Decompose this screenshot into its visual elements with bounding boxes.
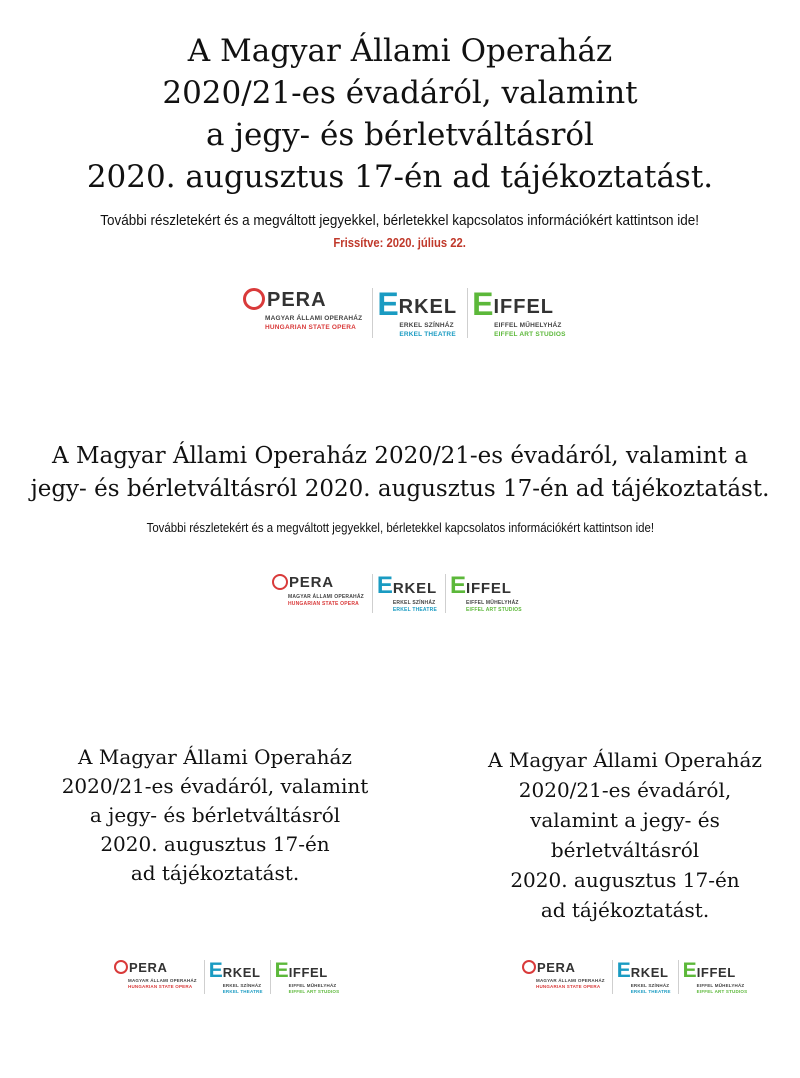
headline-line: jegy- és bérletváltásról 2020. augusztus 17-én ad tájékoztatást.	[30, 476, 770, 502]
announcement-headline	[20, 743, 410, 888]
opera-o-icon	[522, 960, 536, 974]
details-link[interactable]: További részletekért és a megváltott jegyekkel, bérletekkel kapcsolatos információkért kattintson ide!	[100, 212, 700, 229]
headline-line: a jegy- és bérletváltásról	[89, 803, 341, 827]
headline-line: 2020/21-es évadáról, valamint	[162, 75, 638, 111]
headline-line: A Magyar Állami Operaház	[78, 745, 352, 769]
headline-line: valamint a jegy- és	[530, 808, 720, 832]
headline-line: 2020. augusztus 17-én ad tájékoztatást.	[86, 159, 714, 195]
updated-date: Frissítve: 2020. július 22.	[333, 236, 467, 250]
headline-line: A Magyar Állami Operaház	[488, 748, 762, 772]
erkel-logo[interactable]: E RKEL ERKEL SZÍNHÁZ ERKEL THEATRE	[612, 960, 671, 994]
eiffel-logo[interactable]: E IFFEL EIFFEL MŰHELYHÁZ EIFFEL ART STUDIOS	[445, 574, 522, 613]
announcement-narrow-left	[20, 743, 410, 888]
announcement-headline	[0, 30, 800, 198]
headline-line: A Magyar Állami Operaház	[187, 33, 613, 69]
logo-strip	[272, 574, 530, 613]
announcement-headline	[430, 745, 800, 925]
opera-o-icon	[272, 574, 288, 590]
announcement-large	[0, 30, 800, 252]
headline-line: 2020. augusztus 17-én	[510, 868, 740, 892]
headline-line: A Magyar Állami Operaház 2020/21-es évadáról, valamint a	[52, 443, 748, 469]
opera-o-icon	[243, 288, 265, 310]
announcement-wide	[0, 440, 800, 537]
announcement-narrow-right	[430, 745, 800, 925]
erkel-logo[interactable]: E RKEL ERKEL SZÍNHÁZ ERKEL THEATRE	[204, 960, 263, 994]
eiffel-logo[interactable]: E IFFEL EIFFEL MŰHELYHÁZ EIFFEL ART STUDIOS	[678, 960, 748, 994]
opera-logo[interactable]: PERA MAGYAR ÁLLAMI OPERAHÁZ HUNGARIAN STATE OPERA	[272, 574, 364, 607]
headline-line: bérletváltásról	[550, 838, 700, 862]
headline-line: 2020/21-es évadáról,	[518, 778, 732, 802]
logo-strip	[114, 960, 346, 994]
erkel-logo[interactable]: E RKEL ERKEL SZÍNHÁZ ERKEL THEATRE	[372, 574, 437, 613]
opera-logo[interactable]: PERA MAGYAR ÁLLAMI OPERAHÁZ HUNGARIAN STATE OPERA	[243, 288, 362, 331]
logo-strip	[522, 960, 754, 994]
announcement-headline	[0, 440, 800, 506]
headline-line: ad tájékoztatást.	[540, 898, 710, 922]
headline-line: 2020. augusztus 17-én	[100, 832, 330, 856]
opera-o-icon	[114, 960, 128, 974]
headline-line: ad tájékoztatást.	[130, 861, 300, 885]
headline-line: a jegy- és bérletváltásról	[206, 117, 594, 153]
eiffel-logo[interactable]: E IFFEL EIFFEL MŰHELYHÁZ EIFFEL ART STUDIOS	[270, 960, 340, 994]
opera-logo[interactable]: PERA MAGYAR ÁLLAMI OPERAHÁZ HUNGARIAN STATE OPERA	[522, 960, 605, 989]
erkel-logo[interactable]: E RKEL ERKEL SZÍNHÁZ ERKEL THEATRE	[372, 288, 457, 338]
eiffel-logo[interactable]: E IFFEL EIFFEL MŰHELYHÁZ EIFFEL ART STUDIOS	[467, 288, 566, 338]
logo-strip	[243, 288, 576, 338]
opera-logo[interactable]: PERA MAGYAR ÁLLAMI OPERAHÁZ HUNGARIAN STATE OPERA	[114, 960, 197, 989]
details-link[interactable]: További részletekért és a megváltott jegyekkel, bérletekkel kapcsolatos információkért kattintson ide!	[146, 520, 654, 535]
headline-line: 2020/21-es évadáról, valamint	[61, 774, 369, 798]
